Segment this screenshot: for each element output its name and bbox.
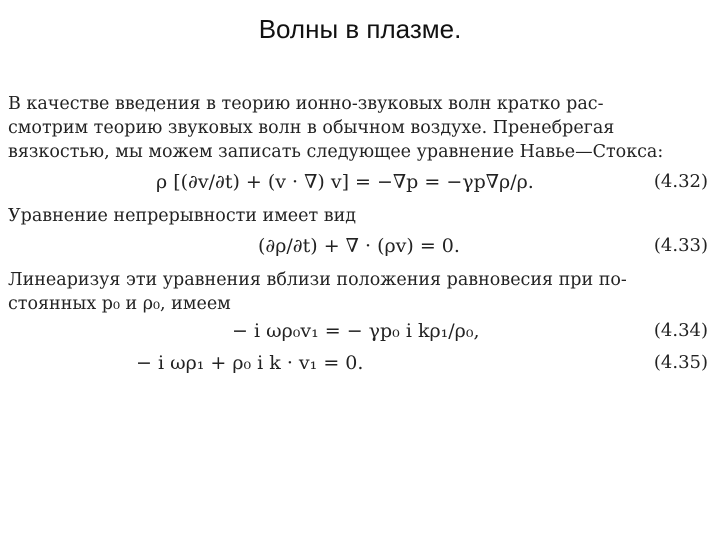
- book-page-excerpt: [8, 92, 714, 384]
- slide-title: Волны в плазме.: [258, 14, 462, 44]
- text-line: вязкостью, мы можем записать следующее уравнение Навье—Стокса:: [8, 142, 664, 162]
- equation-formula: (∂ρ/∂t) + ∇ · (ρv) = 0.: [258, 235, 460, 257]
- text-line: Уравнение непрерывности имеет вид: [8, 206, 357, 226]
- equation-4-33: [8, 228, 714, 268]
- equation-formula: − i ωρ₀v₁ = − γp₀ i kρ₁/ρ₀,: [232, 320, 480, 342]
- equation-4-34: [8, 316, 714, 350]
- equation-number: (4.35): [653, 352, 708, 373]
- text-line: стоянных p₀ и ρ₀, имеем: [8, 294, 231, 314]
- text-line: В качестве введения в теорию ионно-звуковых волн кратко рас-: [8, 94, 604, 114]
- text-line: смотрим теорию звуковых волн в обычном воздухе. Пренебрегая: [8, 118, 615, 138]
- linearization-paragraph: [8, 268, 714, 316]
- equation-formula: ρ [(∂v/∂t) + (v · ∇) v] = −∇p = −γp∇ρ/ρ.: [156, 171, 534, 193]
- equation-4-32: [8, 164, 714, 204]
- intro-paragraph: [8, 92, 714, 164]
- equation-number: (4.33): [653, 235, 708, 256]
- equation-4-35: [8, 350, 714, 384]
- equation-number: (4.34): [653, 320, 708, 341]
- text-line: Линеаризуя эти уравнения вблизи положения равновесия при по-: [8, 270, 627, 290]
- equation-number: (4.32): [653, 171, 708, 192]
- equation-formula: − i ωρ₁ + ρ₀ i k · v₁ = 0.: [136, 352, 364, 374]
- continuity-paragraph: [8, 204, 714, 228]
